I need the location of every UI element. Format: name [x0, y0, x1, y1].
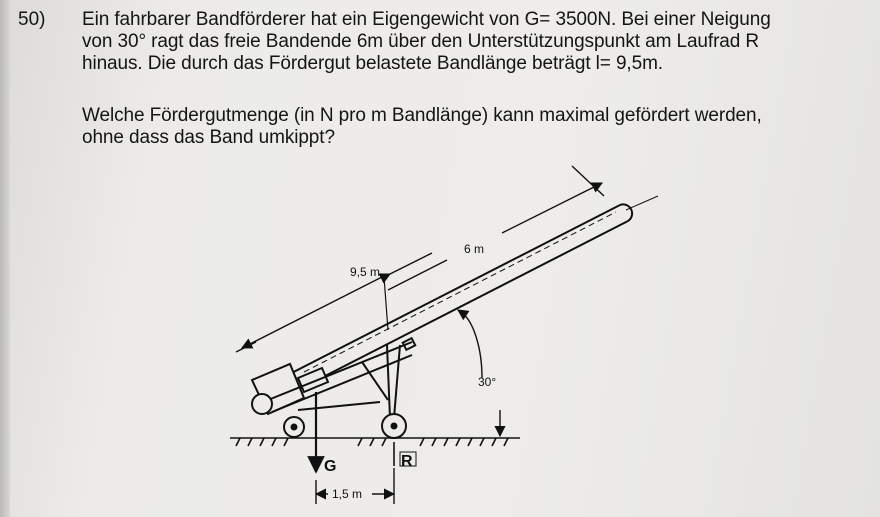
label-g: G [324, 458, 337, 475]
ground-line [230, 438, 520, 446]
conveyor-drawing [212, 150, 672, 512]
label-30-deg: 30° [478, 375, 497, 389]
support-wheel-r [382, 414, 406, 438]
label-1-5m: 1,5 m [332, 487, 363, 501]
problem-question [82, 105, 862, 149]
problem-statement [82, 9, 862, 75]
dimension-overhang [388, 166, 604, 290]
label-6m: 6 m [464, 242, 485, 256]
angle-indicator [458, 310, 500, 436]
question-line: ohne dass das Band umkippt? [82, 127, 335, 148]
statement-line: von 30° ragt das freie Bandende 6m über den Unterstützungspunkt am Laufrad R [82, 31, 760, 52]
question-number: 50) [18, 9, 46, 30]
label-r: R [401, 453, 413, 470]
page-edge [0, 0, 10, 517]
statement-line: hinaus. Die durch das Fördergut belastete Bandlänge beträgt l= 9,5m. [82, 53, 663, 74]
question-line: Welche Fördergutmenge (in N pro m Bandlänge) kann maximal gefördert werden, [82, 105, 762, 126]
conveyor-diagram [212, 150, 672, 512]
statement-line: Ein fahrbarer Bandförderer hat ein Eigengewicht von G= 3500N. Bei einer Neigung [82, 9, 771, 30]
label-9-5m: 9,5 m [350, 265, 381, 279]
conveyor-belt [274, 196, 658, 398]
